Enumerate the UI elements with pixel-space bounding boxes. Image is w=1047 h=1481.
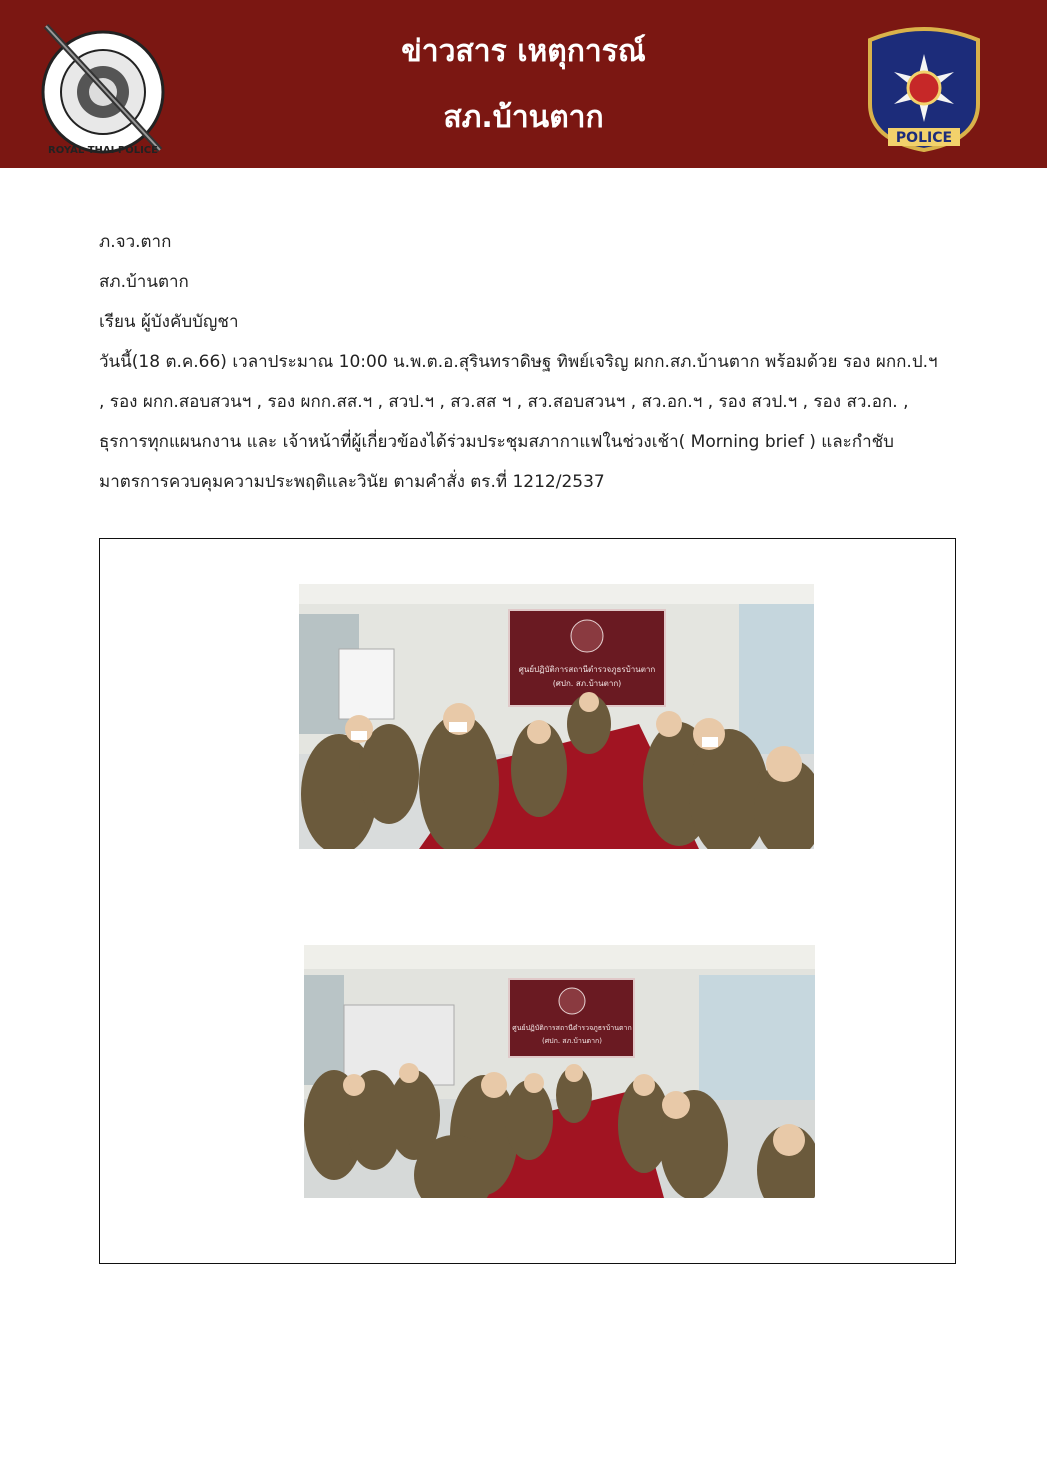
svg-text:POLICE: POLICE (895, 130, 953, 146)
region-line: ภ.จว.ตาก (99, 232, 172, 252)
paragraph-line: ธุรการทุกแผนกงาน และ เจ้าหน้าที่ผู้เกี่ยวข้องได้ร่วมประชุมสภากาแฟในช่วงเช้า( Morning brief ) และกำชับ (99, 432, 894, 452)
page-title: ข่าวสาร เหตุการณ์ (401, 34, 646, 69)
header-banner (0, 0, 1047, 168)
photo-sign-line2: (ศปก. สภ.บ้านตาก) (552, 679, 622, 688)
provincial-police-badge-icon (858, 22, 990, 154)
news-body (99, 222, 959, 502)
station-name: สภ.บ้านตาก (443, 100, 604, 135)
svg-text:ROYAL THAI POLICE: ROYAL THAI POLICE (48, 145, 158, 156)
paragraph-line: มาตรการควบคุมความประพฤติและวินัย ตามคำสั่ง ตร.ที่ 1212/2537 (99, 472, 605, 492)
photo-sign-line1: ศูนย์ปฏิบัติการสถานีตำรวจภูธรบ้านตาก (512, 1024, 632, 1032)
meeting-photo-icon (299, 584, 814, 849)
paragraph-line: วันนี้(18 ต.ค.66) เวลาประมาณ 10:00 น.พ.ต.อ.สุรินทราดิษฐ ทิพย์เจริญ ผกก.สภ.บ้านตาก พร้อมด้วย รอง ผกก.ป.ฯ (99, 352, 938, 372)
photo-sign-line1: ศูนย์ปฏิบัติการสถานีตำรวจภูธรบ้านตาก (518, 665, 656, 674)
photo-sign-line2: (ศปก. สภ.บ้านตาก) (541, 1037, 603, 1045)
station-line: สภ.บ้านตาก (99, 272, 189, 292)
salutation-line: เรียน ผู้บังคับบัญชา (99, 312, 239, 332)
meeting-photo-icon (304, 945, 815, 1198)
paragraph-line: , รอง ผกก.สอบสวนฯ , รอง ผกก.สส.ฯ , สวป.ฯ , สว.สส ฯ , สว.สอบสวนฯ , สว.อก.ฯ , รอง สวป.ฯ , รอง สว.อก. , (99, 392, 909, 412)
